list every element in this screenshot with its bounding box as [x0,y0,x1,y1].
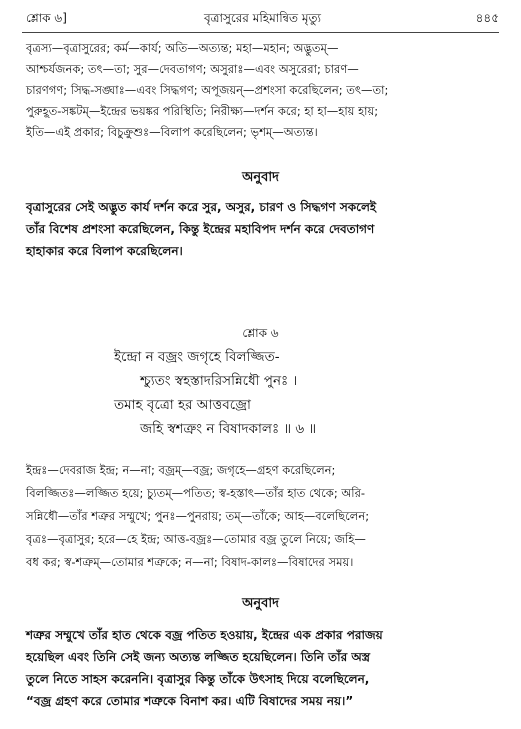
translation-heading: অনুবাদ [242,170,279,185]
synonyms-line: সন্নিধৌ—তাঁর শত্রুর সম্মুখে; পুনঃ—পুনরায়; তম্—তাঁকে; আহ—বলেছিলেন; [26,509,370,523]
verse-line: জহি স্বশত্রুং ন বিষাদকালঃ ॥ ৬ ॥ [140,421,317,437]
translation-line: তাঁর বিশেষ প্রশংসা করেছিলেন, কিন্তু ইন্দ্রের মহাবিপদ দর্শন করে দেবতাগণ [26,222,375,236]
synonyms-line: বধ কর; স্ব-শত্রুম্—তোমার শত্রুকে; ন—না; বিষাদ-কালঃ—বিষাদের সময়। [26,555,354,569]
verse-line: শ্চ্যুতং স্বহস্তাদরিসন্নিধৌ পুনঃ । [140,373,298,389]
verse-line: ইন্দ্রো ন বজ্রং জগৃহে বিলজ্জিত- [114,349,280,365]
translation-line: তুলে নিতে সাহস করেননি। বৃত্রাসুর কিন্তু তাঁকে উৎসাহ দিয়ে বলেছিলেন, [26,672,370,686]
page-header [26,10,499,30]
synonyms-line: ইন্দ্রঃ—দেবরাজ ইন্দ্র; ন—না; বজ্রম্—বজ্র; জগৃহে—গ্রহণ করেছিলেন; [26,463,336,477]
header-rule [22,32,499,33]
verse-reference: শ্লোক ৬] [26,11,67,25]
page-number: ৪৪৫ [475,11,499,25]
verse-title: শ্লোক ৬ [242,326,279,340]
synonyms-line: বিলজ্জিতঃ—লজ্জিত হয়ে; চ্যুতম্—পতিত; স্ব-হস্তাৎ—তাঁর হাত থেকে; অরি- [26,486,366,500]
translation-heading: অনুবাদ [242,596,279,611]
translation-line: শত্রুর সম্মুখে তাঁর হাত থেকে বজ্র পতিত হওয়ায়, ইন্দ্রের এক প্রকার পরাজয় [26,628,383,642]
synonyms-line: বৃত্রঃ—বৃত্রাসুর; হরে—হে ইন্দ্র; আত্ত-বজ্রঃ—তোমার বজ্র তুলে নিয়ে; জহি— [26,532,366,546]
translation-line: হয়েছিল এবং তিনি সেই জন্য অত্যন্ত লজ্জিত হয়েছিলেন। তিনি তাঁর অস্ত্র [26,650,371,664]
synonyms-line: পুরুহূত-সঙ্কটম্—ইন্দ্রের ভয়ঙ্কর পরিস্থিতি; নিরীক্ষ্য—দর্শন করে; হা হা—হায় হায়; [26,104,379,118]
synonyms-line: আশ্চর্যজনক; তৎ—তা; সুর—দেবতাগণ; অসুরাঃ—এবং অসুরেরা; চারণ— [26,62,359,76]
synonyms-line: বৃত্রস্য—বৃত্রাসুরের; কর্ম—কার্য; অতি—অত্যন্ত; মহা—মহান; অদ্ভুতম্— [26,41,339,55]
synonyms-line: ইতি—এই প্রকার; বিচুক্রুশুঃ—বিলাপ করেছিলেন; ভৃশম্—অত্যন্ত। [26,125,318,139]
translation-line: বৃত্রাসুরের সেই অদ্ভুত কার্য দর্শন করে সুর, অসুর, চারণ ও সিদ্ধগণ সকলেই [26,200,377,214]
chapter-title: বৃত্রাসুরের মহিমান্বিত মৃত্যু [203,11,322,25]
translation-line: “বজ্র গ্রহণ করে তোমার শত্রুকে বিনাশ কর। এটি বিষাদের সময় নয়।” [26,694,354,708]
verse-line: তমাহ বৃত্রো হর আত্তবজ্রো [114,397,251,413]
translation-line: হাহাকার করে বিলাপ করেছিলেন। [26,244,183,258]
synonyms-line: চারণগণ; সিদ্ধ-সঙ্ঘাঃ—এবং সিদ্ধগণ; অপূজয়ন্—প্রশংসা করেছিলেন; তৎ—তা; [26,83,389,97]
